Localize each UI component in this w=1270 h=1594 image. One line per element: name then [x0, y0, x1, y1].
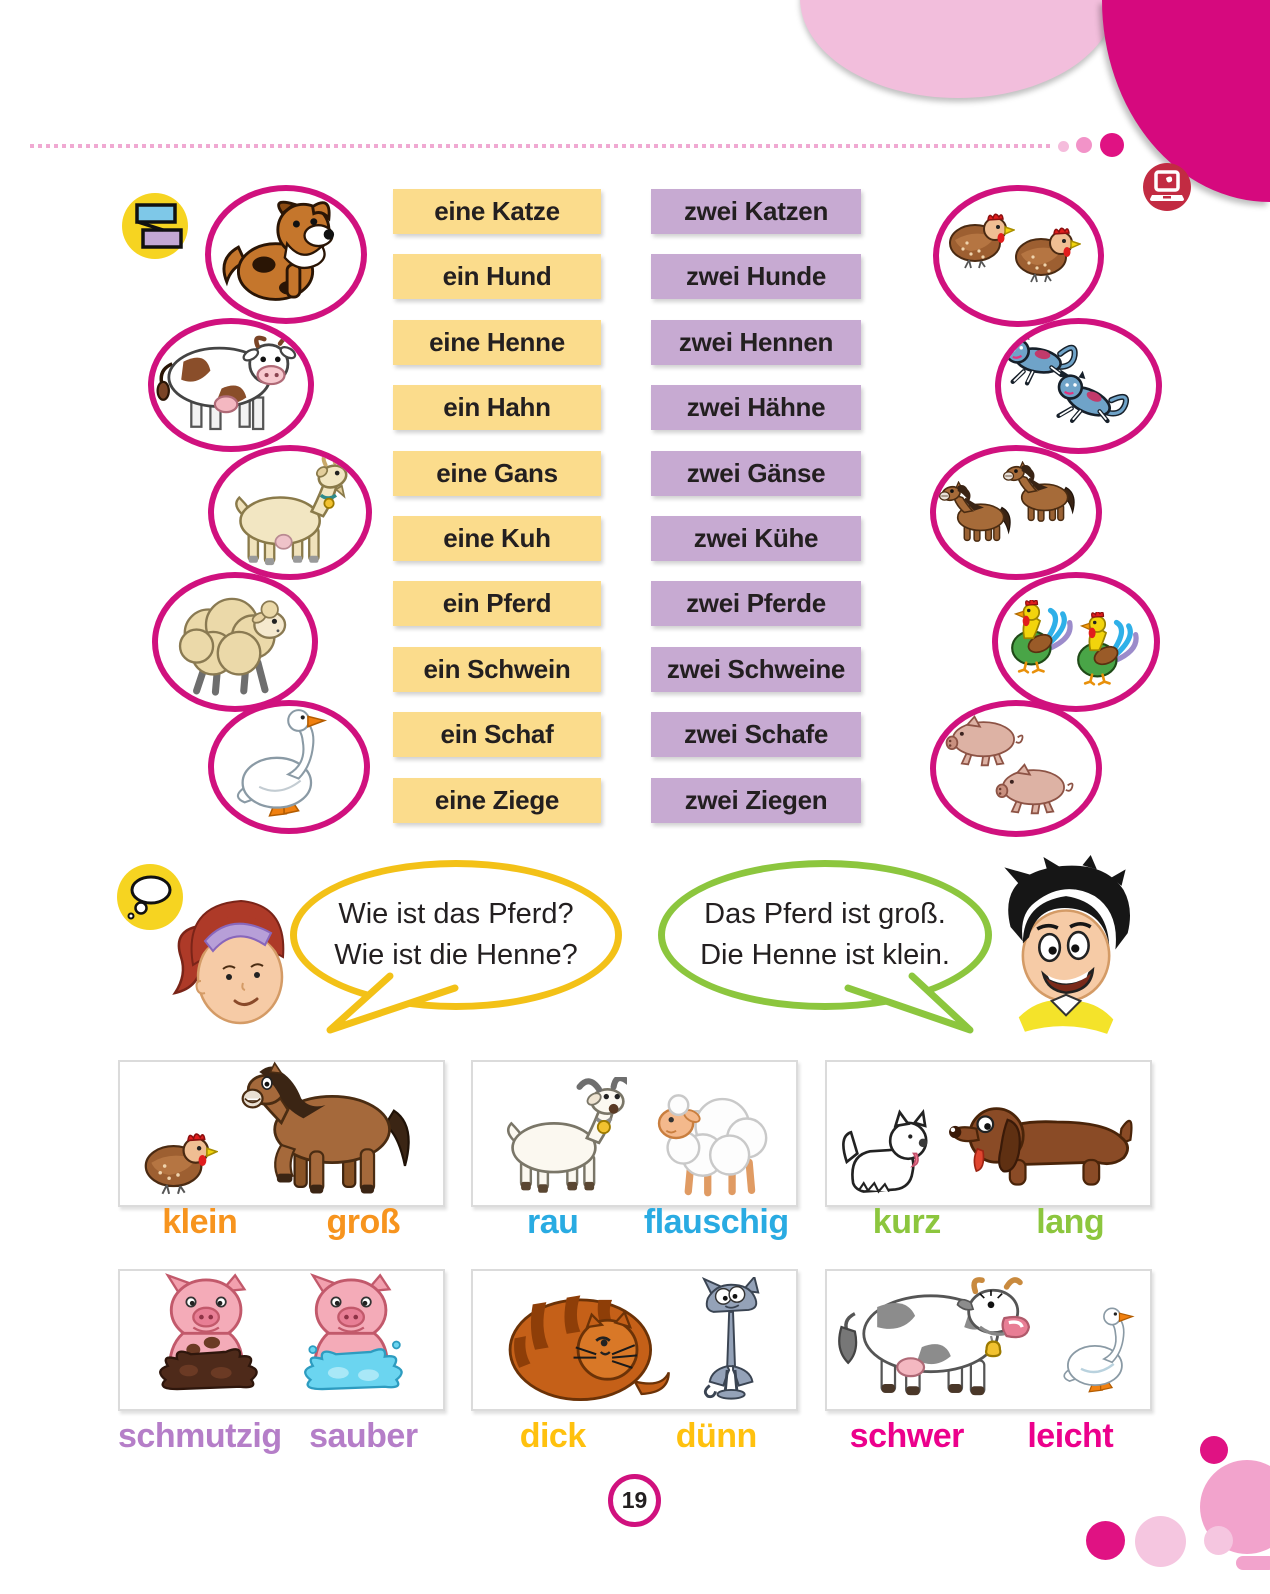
deco-pink-halfcircle [800, 0, 1116, 98]
computer-activity-badge [1143, 163, 1191, 211]
deco-dot [1076, 137, 1092, 153]
pig-illustration [990, 762, 1076, 816]
word-box-plural[interactable]: zwei Hunde [651, 254, 861, 299]
word-box-singular[interactable]: eine Katze [393, 189, 601, 234]
short-dog-illustration [834, 1109, 940, 1199]
adjective-label: sauber [309, 1417, 418, 1455]
dachshund-illustration [947, 1093, 1143, 1199]
adjective-label: kurz [872, 1203, 941, 1241]
picture-cow[interactable] [148, 318, 314, 452]
panel-kurz-lang [825, 1060, 1152, 1207]
labels-kurz-lang [825, 1203, 1152, 1242]
panel-rau-flauschig [471, 1060, 798, 1207]
labels-schwer-leicht [825, 1417, 1152, 1456]
answer-bubble-tail [830, 968, 990, 1038]
dog-illustration [215, 195, 343, 311]
word-box-plural[interactable]: zwei Schafe [651, 712, 861, 757]
deco-dot [1135, 1516, 1186, 1567]
adjective-label: schmutzig [118, 1417, 282, 1455]
word-box-singular[interactable]: ein Schaf [393, 712, 601, 757]
answer-line-2: Die Henne ist klein. [700, 939, 950, 971]
word-box-plural[interactable]: zwei Schweine [651, 647, 861, 692]
small-hen-illustration [138, 1126, 218, 1195]
word-box-singular[interactable]: eine Kuh [393, 516, 601, 561]
page-number: 19 [608, 1474, 661, 1527]
boy-illustration [985, 855, 1145, 1040]
white-goat-illustration [487, 1077, 627, 1199]
deco-dot [1086, 1521, 1125, 1560]
adjective-label: rau [527, 1203, 579, 1241]
labels-rau-flauschig [471, 1203, 798, 1242]
question-line-2: Wie ist die Henne? [334, 939, 578, 971]
picture-two-horses[interactable] [930, 445, 1102, 580]
word-box-singular[interactable]: eine Henne [393, 320, 601, 365]
light-goose-illustration [1058, 1305, 1140, 1395]
connect-boxes-icon [121, 192, 189, 260]
picture-two-cats[interactable] [995, 318, 1162, 454]
word-box-plural[interactable]: zwei Hähne [651, 385, 861, 430]
word-box-plural[interactable]: zwei Gänse [651, 451, 861, 496]
goat-illustration [216, 453, 350, 570]
deco-dot [1204, 1526, 1233, 1555]
horse-illustration [1002, 461, 1080, 523]
answer-line-1: Das Pferd ist groß. [704, 898, 946, 931]
picture-two-hens[interactable] [933, 185, 1104, 327]
picture-dog[interactable] [205, 185, 367, 324]
word-box-singular[interactable]: ein Hund [393, 254, 601, 299]
adjective-label: dünn [675, 1417, 757, 1455]
fat-cat-illustration [501, 1284, 671, 1403]
word-box-singular[interactable]: ein Pferd [393, 581, 601, 626]
picture-two-roosters[interactable] [992, 572, 1160, 712]
adjective-label: groß [326, 1203, 401, 1241]
word-box-plural[interactable]: zwei Hennen [651, 320, 861, 365]
clean-pig-illustration [298, 1273, 410, 1403]
question-line-1: Wie ist das Pferd? [338, 898, 574, 931]
deco-dot [1100, 133, 1124, 157]
heavy-cow-illustration [837, 1269, 1049, 1403]
question-bubble-tail [305, 968, 465, 1038]
word-box-singular[interactable]: ein Schwein [393, 647, 601, 692]
deco-dot [1236, 1556, 1270, 1570]
boy-character [985, 855, 1145, 1045]
rooster-illustration [1066, 612, 1140, 686]
picture-two-pigs[interactable] [930, 700, 1102, 837]
panel-schmutzig-sauber [118, 1269, 445, 1411]
panel-schwer-leicht [825, 1269, 1152, 1411]
rooster-illustration [1000, 600, 1074, 674]
girl-character [165, 885, 295, 1045]
deco-dot [1200, 1436, 1228, 1464]
adjective-label: flauschig [643, 1203, 789, 1241]
word-box-plural[interactable]: zwei Katzen [651, 189, 861, 234]
dotted-separator [30, 144, 1052, 148]
girl-illustration [165, 885, 295, 1040]
labels-dick-duenn [471, 1417, 798, 1456]
big-horse-illustration [237, 1061, 425, 1199]
adjective-label: klein [162, 1203, 238, 1241]
hen-illustration [1009, 221, 1081, 283]
fluffy-sheep-illustration [642, 1077, 782, 1199]
adjective-label: leicht [1027, 1417, 1114, 1455]
word-box-singular[interactable]: eine Ziege [393, 778, 601, 823]
word-box-plural[interactable]: zwei Pferde [651, 581, 861, 626]
picture-goat[interactable] [208, 445, 372, 580]
goose-illustration [230, 706, 334, 820]
word-box-singular[interactable]: eine Gans [393, 451, 601, 496]
picture-sheep[interactable] [152, 572, 318, 712]
pig-illustration [940, 714, 1026, 768]
adjective-label: lang [1036, 1203, 1105, 1241]
adjective-label: dick [519, 1417, 586, 1455]
laptop-icon [1143, 163, 1191, 211]
panel-klein-gross [118, 1060, 445, 1207]
panel-dick-duenn [471, 1269, 798, 1411]
word-box-plural[interactable]: zwei Kühe [651, 516, 861, 561]
labels-klein-gross [118, 1203, 445, 1242]
sheep-illustration [161, 580, 297, 698]
cow-illustration [152, 330, 298, 437]
cat-illustration [1049, 368, 1138, 433]
adjective-label: schwer [849, 1417, 964, 1455]
deco-dot [1058, 141, 1069, 152]
labels-schmutzig-sauber [118, 1417, 445, 1456]
word-box-plural[interactable]: zwei Ziegen [651, 778, 861, 823]
picture-goose[interactable] [208, 700, 370, 834]
thin-cat-illustration [700, 1277, 768, 1403]
dirty-pig-illustration [153, 1273, 265, 1403]
word-box-singular[interactable]: ein Hahn [393, 385, 601, 430]
hen-illustration [943, 207, 1015, 269]
matching-activity-badge [121, 192, 189, 260]
